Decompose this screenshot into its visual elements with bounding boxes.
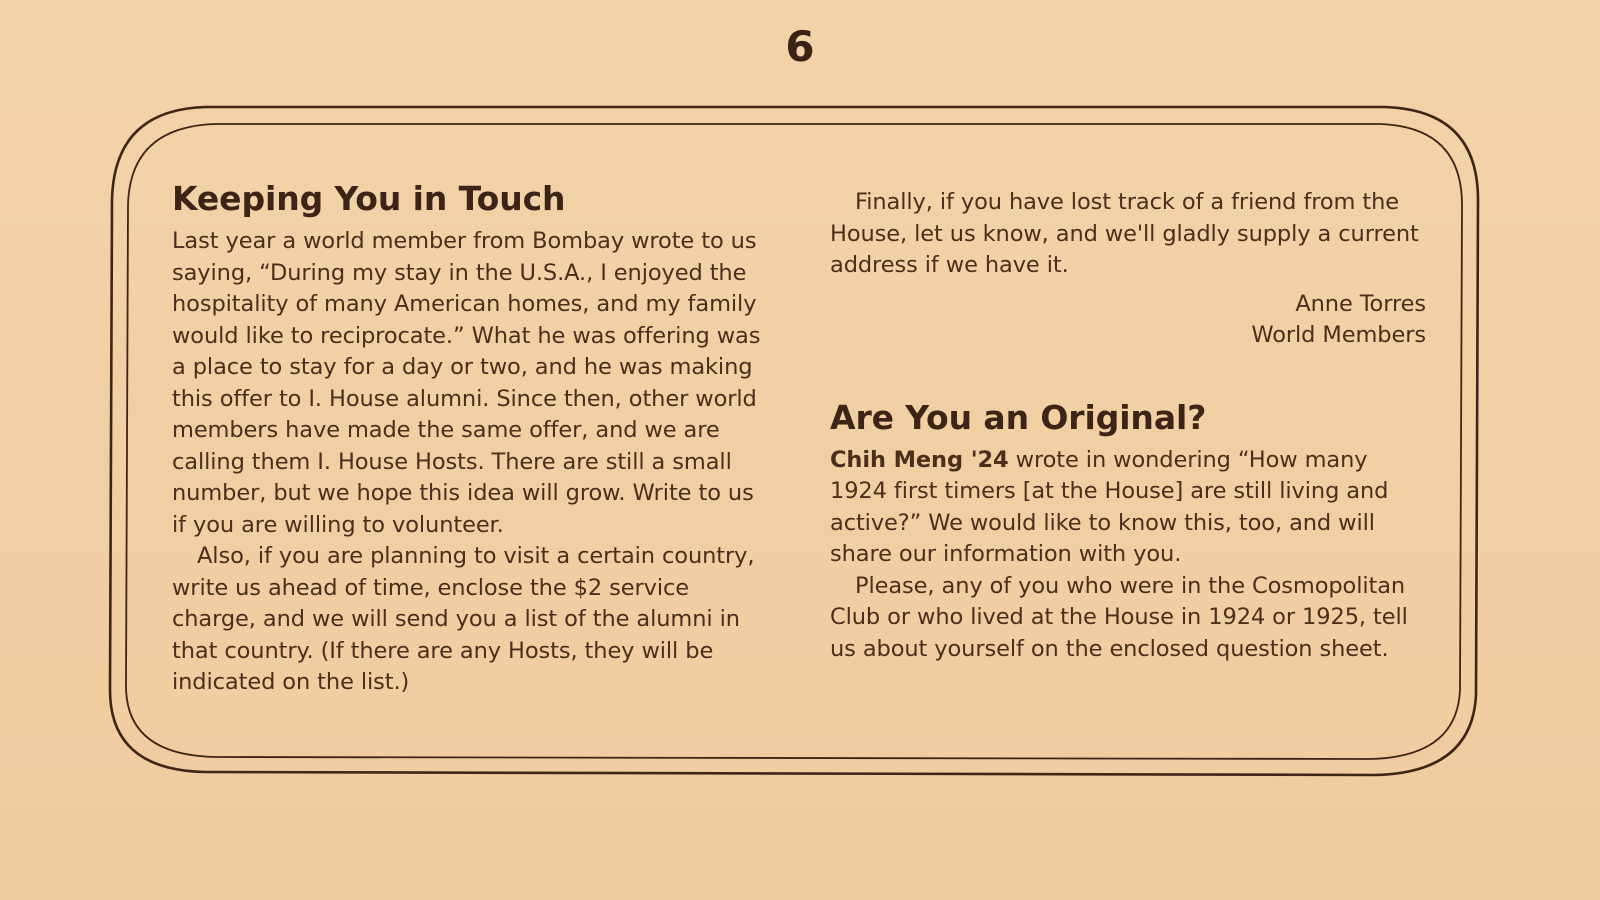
left-paragraph-1: Last year a world member from Bombay wrote to us saying, “During my stay in the U.S.A., I enjoyed the hospitality of many American homes, and my family would like to reciprocate.” What he was offering was a place to stay for a day or two, and he was making this offer to I. House alumni. Since then, other world members have made the same offer, and we are calling them I. House Hosts. There are still a small number, but we hope this idea will grow. Write to us if you are willing to volunteer. <box>172 228 761 538</box>
heading-keeping-in-touch: Keeping You in Touch <box>172 179 566 218</box>
right-column <box>830 187 1426 665</box>
right-paragraph-3: Please, any of you who were in the Cosmopolitan Club or who lived at the House in 1924 or 1925, tell us about yourself on the enclosed question sheet. <box>830 572 1408 662</box>
right-paragraph-1: Finally, if you have lost track of a friend from the House, let us know, and we'll gladly supply a current address if we have it. <box>830 189 1419 278</box>
left-paragraph-2: Also, if you are planning to visit a certain country, write us ahead of time, enclose the $2 service charge, and we will send you a list of the alumni in that country. (If there are any Hosts, they will be indicated on the list.) <box>172 543 755 695</box>
signature-title: World Members <box>1251 322 1426 348</box>
page-number: 6 <box>785 22 815 71</box>
signature-name: Anne Torres <box>1295 290 1426 317</box>
right-paragraph-2-text: wrote in wondering “How many 1924 first timers [at the House] are still living and active?” We would like to know this, too, and will share our information with you. <box>830 446 1389 567</box>
chih-meng-name: Chih Meng '24 <box>830 446 1009 473</box>
left-column <box>172 178 772 699</box>
right-paragraph-2 <box>830 445 1426 571</box>
heading-are-you-an-original: Are You an Original? <box>830 397 1207 437</box>
signature-block <box>830 289 1426 352</box>
